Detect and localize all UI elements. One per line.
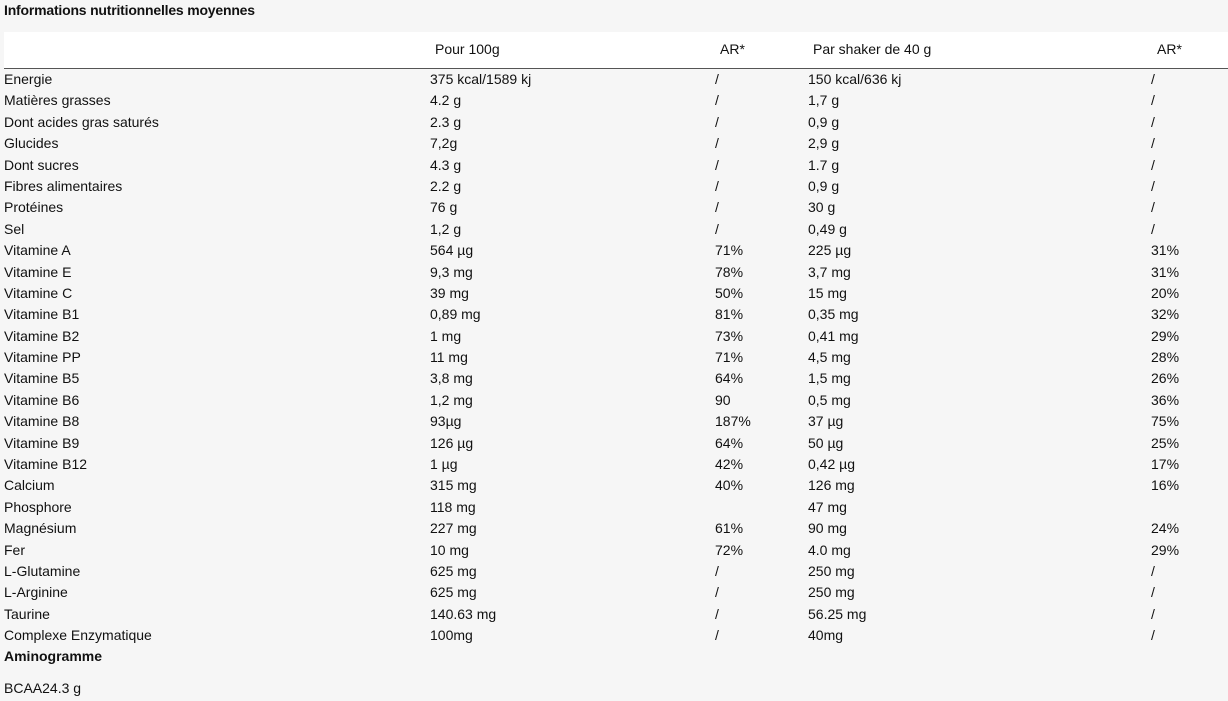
ar-per-100g: 42%	[715, 456, 744, 473]
ar-per-100g: /	[715, 92, 719, 109]
ar-per-100g: /	[715, 199, 719, 216]
table-row	[0, 90, 1228, 111]
ar-per-shaker: 17%	[1151, 456, 1180, 473]
value-per-100g: 9,3 mg	[430, 263, 473, 280]
ar-per-100g: 64%	[715, 370, 744, 387]
nutrient-name: Phosphore	[4, 498, 72, 515]
table-row	[0, 283, 1228, 304]
value-per-100g: 126 µg	[430, 434, 474, 451]
nutrition-table-body	[0, 69, 1228, 647]
value-per-shaker: 56.25 mg	[808, 605, 867, 622]
value-per-shaker: 50 µg	[808, 434, 844, 451]
ar-per-shaker: /	[1151, 92, 1155, 109]
value-per-shaker: 30 g	[808, 199, 836, 216]
ar-per-shaker: 26%	[1151, 370, 1180, 387]
table-row	[0, 262, 1228, 283]
ar-per-shaker: 25%	[1151, 434, 1180, 451]
value-per-shaker: 40mg	[808, 627, 844, 644]
table-row	[0, 197, 1228, 218]
value-per-100g: 3,8 mg	[430, 370, 473, 387]
value-per-shaker: 225 µg	[808, 242, 852, 259]
nutrient-name: Vitamine PP	[4, 349, 81, 366]
nutrient-name: Vitamine E	[4, 263, 72, 280]
bcaa-value: BCAA24.3 g	[4, 680, 82, 696]
value-per-100g: 1,2 g	[430, 220, 462, 237]
ar-per-shaker: 31%	[1151, 242, 1180, 259]
value-per-shaker: 2,9 g	[808, 135, 840, 152]
nutrient-name: Matières grasses	[4, 92, 111, 109]
value-per-shaker: 0,42 µg	[808, 456, 855, 473]
ar-per-100g: 187%	[715, 413, 751, 430]
value-per-shaker: 250 mg	[808, 562, 855, 579]
nutrient-name: Dont sucres	[4, 156, 79, 173]
table-row	[0, 219, 1228, 240]
table-row	[0, 561, 1228, 582]
ar-per-shaker: 16%	[1151, 477, 1180, 494]
value-per-100g: 118 mg	[430, 498, 476, 515]
table-row	[0, 368, 1228, 389]
ar-per-shaker: /	[1151, 113, 1155, 130]
ar-per-100g: 73%	[715, 327, 744, 344]
ar-per-100g: 71%	[715, 349, 744, 366]
ar-per-shaker: /	[1151, 220, 1155, 237]
ar-per-100g: 81%	[715, 306, 744, 323]
value-per-100g: 100mg	[430, 627, 473, 644]
table-row	[0, 326, 1228, 347]
ar-per-100g: /	[715, 113, 719, 130]
nutrient-name: Vitamine B1	[4, 306, 80, 323]
ar-per-shaker: 29%	[1151, 541, 1180, 558]
ar-per-100g: /	[715, 220, 719, 237]
ar-per-100g: /	[715, 562, 719, 579]
value-per-100g: 11 mg	[430, 349, 468, 366]
table-row	[0, 112, 1228, 133]
value-per-100g: 7,2g	[430, 135, 458, 152]
ar-per-100g: 72%	[715, 541, 744, 558]
nutrient-name: Vitamine B2	[4, 327, 80, 344]
value-per-100g: 93µg	[430, 413, 462, 430]
nutrient-name: Complexe Enzymatique	[4, 627, 152, 644]
header-par-shaker: Par shaker de 40 g	[813, 41, 932, 57]
value-per-shaker: 4.0 mg	[808, 541, 851, 558]
ar-per-shaker: /	[1151, 584, 1155, 601]
nutrient-name: Vitamine B6	[4, 391, 80, 408]
ar-per-shaker: /	[1151, 605, 1155, 622]
nutrient-name: Vitamine B5	[4, 370, 80, 387]
ar-per-100g: 78%	[715, 263, 744, 280]
nutrient-name: Vitamine B9	[4, 434, 80, 451]
nutrient-name: Fer	[4, 541, 25, 558]
table-row	[0, 155, 1228, 176]
value-per-100g: 1 µg	[430, 456, 458, 473]
value-per-shaker: 150 kcal/636 kj	[808, 71, 902, 87]
value-per-100g: 1 mg	[430, 327, 462, 344]
value-per-shaker: 0,5 mg	[808, 391, 851, 408]
value-per-shaker: 90 mg	[808, 520, 847, 537]
table-row	[0, 69, 1228, 90]
aminogramme-title: Aminogramme	[4, 648, 103, 664]
ar-per-shaker: /	[1151, 71, 1155, 87]
nutrient-name: Vitamine C	[4, 284, 73, 301]
value-per-100g: 625 mg	[430, 584, 477, 601]
value-per-shaker: 47 mg	[808, 498, 847, 515]
header-pour-100g: Pour 100g	[435, 41, 500, 57]
ar-per-100g: /	[715, 584, 719, 601]
value-per-100g: 564 µg	[430, 242, 474, 259]
table-row	[0, 390, 1228, 411]
nutrient-name: Protéines	[4, 199, 64, 216]
ar-per-shaker: 20%	[1151, 284, 1180, 301]
ar-per-100g: 40%	[715, 477, 744, 494]
nutrient-name: Vitamine B12	[4, 456, 88, 473]
header-ar-100g: AR*	[720, 41, 745, 57]
table-row	[0, 604, 1228, 625]
ar-per-100g: /	[715, 156, 719, 173]
ar-per-shaker: /	[1151, 199, 1155, 216]
value-per-shaker: 4,5 mg	[808, 349, 851, 366]
value-per-shaker: 1.7 g	[808, 156, 840, 173]
value-per-shaker: 0,41 mg	[808, 327, 859, 344]
table-row	[0, 347, 1228, 368]
ar-per-shaker: /	[1151, 156, 1155, 173]
ar-per-shaker: 31%	[1151, 263, 1180, 280]
table-row	[0, 240, 1228, 261]
ar-per-100g: /	[715, 177, 719, 194]
ar-per-100g: 50%	[715, 284, 744, 301]
ar-per-100g: 64%	[715, 434, 744, 451]
nutrient-name: Dont acides gras saturés	[4, 113, 159, 130]
nutrient-name: Calcium	[4, 477, 55, 494]
value-per-100g: 227 mg	[430, 520, 477, 537]
table-row	[0, 582, 1228, 603]
value-per-shaker: 250 mg	[808, 584, 855, 601]
table-row	[0, 176, 1228, 197]
table-row	[0, 518, 1228, 539]
table-row	[0, 433, 1228, 454]
ar-per-100g: /	[715, 135, 719, 152]
value-per-shaker: 0,35 mg	[808, 306, 859, 323]
nutrient-name: Magnésium	[4, 520, 77, 537]
value-per-100g: 140.63 mg	[430, 605, 497, 622]
table-row	[0, 304, 1228, 325]
table-row	[0, 475, 1228, 496]
table-row	[0, 625, 1228, 646]
table-row	[0, 411, 1228, 432]
nutrient-name: L-Glutamine	[4, 562, 81, 579]
ar-per-100g: 90	[715, 391, 731, 408]
nutrient-name: Sel	[4, 220, 25, 237]
value-per-100g: 39 mg	[430, 284, 469, 301]
value-per-100g: 0,89 mg	[430, 306, 481, 323]
ar-per-shaker: 75%	[1151, 413, 1180, 430]
value-per-100g: 4.2 g	[430, 92, 462, 109]
table-row	[0, 497, 1228, 518]
nutrient-name: Glucides	[4, 135, 59, 152]
value-per-100g: 2.2 g	[430, 177, 462, 194]
ar-per-100g: 71%	[715, 242, 744, 259]
nutrient-name: L-Arginine	[4, 584, 68, 601]
table-row	[0, 540, 1228, 561]
nutrient-name: Vitamine B8	[4, 413, 80, 430]
value-per-shaker: 126 mg	[808, 477, 855, 494]
value-per-shaker: 15 mg	[808, 284, 847, 301]
ar-per-shaker: 36%	[1151, 391, 1180, 408]
value-per-shaker: 1,7 g	[808, 92, 840, 109]
value-per-shaker: 0,49 g	[808, 220, 847, 237]
ar-per-shaker: /	[1151, 135, 1155, 152]
value-per-100g: 1,2 mg	[430, 391, 473, 408]
value-per-100g: 375 kcal/1589 kj	[430, 71, 532, 87]
ar-per-shaker: /	[1151, 562, 1155, 579]
value-per-100g: 4.3 g	[430, 156, 462, 173]
table-row	[0, 454, 1228, 475]
table-header	[4, 32, 1228, 69]
value-per-100g: 10 mg	[430, 541, 469, 558]
value-per-shaker: 3,7 mg	[808, 263, 851, 280]
value-per-shaker: 1,5 mg	[808, 370, 851, 387]
value-per-100g: 315 mg	[430, 477, 477, 494]
value-per-shaker: 37 µg	[808, 413, 844, 430]
ar-per-100g: /	[715, 605, 719, 622]
value-per-shaker: 0,9 g	[808, 177, 840, 194]
ar-per-100g: 61%	[715, 520, 744, 537]
ar-per-shaker: 24%	[1151, 520, 1180, 537]
ar-per-shaker: /	[1151, 627, 1155, 644]
ar-per-shaker: 28%	[1151, 349, 1180, 366]
value-per-100g: 2.3 g	[430, 113, 462, 130]
nutrient-name: Vitamine A	[4, 242, 71, 259]
page-title: Informations nutritionnelles moyennes	[4, 2, 255, 18]
ar-per-shaker: 29%	[1151, 327, 1180, 344]
header-ar-shaker: AR*	[1157, 41, 1182, 57]
table-row	[0, 133, 1228, 154]
nutrient-name: Energie	[4, 71, 53, 87]
value-per-shaker: 0,9 g	[808, 113, 840, 130]
nutrient-name: Taurine	[4, 605, 50, 622]
value-per-100g: 625 mg	[430, 562, 477, 579]
ar-per-shaker: /	[1151, 177, 1155, 194]
nutrient-name: Fibres alimentaires	[4, 177, 123, 194]
ar-per-100g: /	[715, 71, 719, 87]
ar-per-100g: /	[715, 627, 719, 644]
ar-per-shaker: 32%	[1151, 306, 1180, 323]
value-per-100g: 76 g	[430, 199, 458, 216]
